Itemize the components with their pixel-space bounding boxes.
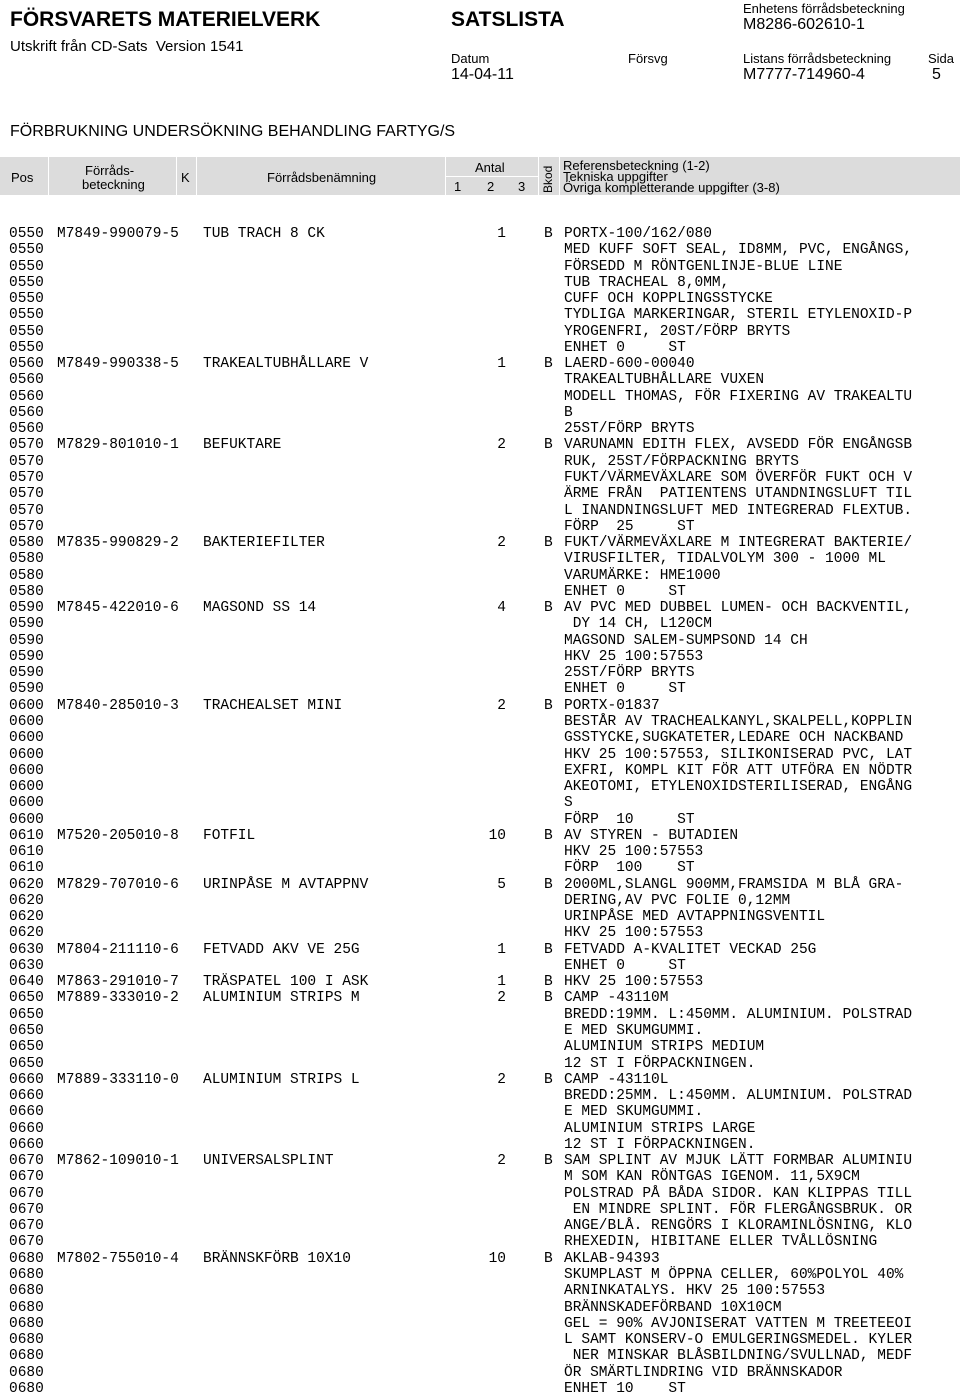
table-row (0, 1234, 960, 1250)
item-reference: PORTX-01837 (564, 697, 660, 714)
item-reference: MAGSOND SALEM-SUMPSOND 14 CH (564, 632, 808, 649)
item-reference: L INANDNINGSLUFT MED INTEGRERAD FLEXTUB. (564, 502, 913, 519)
position-number: 0600 (9, 713, 44, 730)
position-number: 0680 (9, 1348, 44, 1365)
item-designation: M7835-990829-2 (57, 535, 179, 552)
position-number: 0670 (9, 1153, 44, 1170)
item-reference: CAMP -43110L (564, 1071, 669, 1088)
item-reference: VARUNAMN EDITH FLEX, AVSEDD FÖR ENGÅNGSB (564, 437, 913, 454)
table-row (0, 340, 960, 356)
item-bkod: B (544, 356, 553, 373)
item-designation: M7889-333110-0 (57, 1071, 179, 1088)
item-quantity: 2 (497, 1071, 506, 1088)
item-quantity: 1 (497, 941, 506, 958)
date-value: 14-04-11 (451, 66, 514, 83)
position-number: 0600 (9, 746, 44, 763)
table-row (0, 747, 960, 763)
table-row (0, 779, 960, 795)
position-number: 0570 (9, 486, 44, 503)
position-number: 0660 (9, 1136, 44, 1153)
table-row (0, 1283, 960, 1299)
item-reference: POLSTRAD PÅ BÅDA SIDOR. KAN KLIPPAS TILL (564, 1185, 913, 1202)
item-name: FOTFIL (203, 827, 256, 844)
item-reference: DERING,AV PVC FOLIE 0,12MM (564, 892, 791, 909)
item-reference: E MED SKUMGUMMI. (564, 1023, 704, 1040)
table-row (0, 1153, 960, 1169)
table-row (0, 828, 960, 844)
position-number: 0670 (9, 1201, 44, 1218)
item-reference: HKV 25 100:57553 (564, 925, 704, 942)
table-row (0, 324, 960, 340)
item-reference: TUB TRACHEAL 8,0MM, (564, 274, 730, 291)
position-number: 0550 (9, 323, 44, 340)
table-row (0, 730, 960, 746)
item-reference: 2000ML,SLANGL 900MM,FRAMSIDA M BLÅ GRA- (564, 876, 904, 893)
item-reference: ENHET 10 ST (564, 1380, 686, 1397)
table-row (0, 226, 960, 242)
item-quantity: 2 (497, 437, 506, 454)
table-row (0, 291, 960, 307)
item-reference: LAERD-600-00040 (564, 356, 695, 373)
item-bkod: B (544, 697, 553, 714)
position-number: 0590 (9, 665, 44, 682)
table-row (0, 1381, 960, 1397)
table-row (0, 568, 960, 584)
table-row (0, 1121, 960, 1137)
table-row (0, 893, 960, 909)
unit-designation-label: Enhetens förrådsbeteckning (743, 1, 905, 16)
item-name: URINPÅSE M AVTAPPNV (203, 876, 369, 893)
column-pos: Pos (11, 170, 34, 185)
position-number: 0620 (9, 892, 44, 909)
table-row (0, 1137, 960, 1153)
item-designation: M7862-109010-1 (57, 1153, 179, 1170)
item-reference: FUKT/VÄRMEVÄXLARE M INTEGRERAT BAKTERIE/ (564, 535, 913, 552)
item-quantity: 2 (497, 1153, 506, 1170)
position-number: 0680 (9, 1364, 44, 1381)
table-row (0, 584, 960, 600)
item-reference: RHEXEDIN, HIBITANE ELLER TVÅLLÖSNING (564, 1234, 878, 1251)
position-number: 0570 (9, 469, 44, 486)
item-designation: M7849-990079-5 (57, 226, 179, 242)
item-designation: M7829-707010-6 (57, 876, 179, 893)
item-reference: SAM SPLINT AV MJUK LÄTT FORMBAR ALUMINIU (564, 1153, 913, 1170)
table-row (0, 633, 960, 649)
position-number: 0680 (9, 1299, 44, 1316)
item-reference: ARNINKATALYS. HKV 25 100:57553 (564, 1283, 826, 1300)
position-number: 0640 (9, 974, 44, 991)
position-number: 0580 (9, 583, 44, 600)
item-reference: AV PVC MED DUBBEL LUMEN- OCH BACKVENTIL, (564, 600, 913, 617)
item-name: ALUMINIUM STRIPS M (203, 990, 360, 1007)
item-reference: FETVADD A-KVALITET VECKAD 25G (564, 941, 817, 958)
item-reference: AKLAB-94393 (564, 1250, 660, 1267)
table-row (0, 307, 960, 323)
column-quantity: Antal (475, 160, 505, 175)
table-row (0, 242, 960, 258)
table-row (0, 1348, 960, 1364)
page-label: Sida (928, 51, 955, 66)
table-row (0, 437, 960, 453)
item-quantity: 4 (497, 600, 506, 617)
table-row (0, 925, 960, 941)
position-number: 0560 (9, 404, 44, 421)
position-number: 0590 (9, 681, 44, 698)
item-reference: TYDLIGA MARKERINGAR, STERIL ETYLENOXID-P (564, 307, 913, 324)
item-name: ALUMINIUM STRIPS L (203, 1071, 360, 1088)
item-designation: M7889-333010-2 (57, 990, 179, 1007)
position-number: 0660 (9, 1088, 44, 1105)
item-bkod: B (544, 827, 553, 844)
item-designation: M7520-205010-8 (57, 827, 179, 844)
table-row (0, 454, 960, 470)
item-quantity: 2 (497, 990, 506, 1007)
column-reference: Referensbeteckning (1-2) (563, 158, 710, 173)
item-list (0, 226, 960, 1397)
item-name: BEFUKTARE (203, 437, 282, 454)
page-number: 5 (932, 66, 941, 83)
item-reference: MODELL THOMAS, FÖR FIXERING AV TRAKEALTU (564, 388, 913, 405)
item-reference: NER MINSKAR BLÅSBILDNING/SVULLNAD, MEDF (564, 1348, 913, 1365)
item-quantity: 10 (488, 1250, 506, 1267)
table-row (0, 681, 960, 697)
table-row (0, 909, 960, 925)
position-number: 0550 (9, 339, 44, 356)
item-reference: HKV 25 100:57553 (564, 648, 704, 665)
item-name: BRÄNNSKFÖRB 10X10 (203, 1250, 351, 1267)
position-number: 0680 (9, 1332, 44, 1349)
item-reference: FÖRP 100 ST (564, 860, 695, 877)
column-designation-line1: Förråds- (85, 163, 135, 178)
position-number: 0650 (9, 990, 44, 1007)
position-number: 0600 (9, 811, 44, 828)
item-designation: M7849-990338-5 (57, 356, 179, 373)
table-row (0, 795, 960, 811)
table-row (0, 1267, 960, 1283)
item-reference: RUK, 25ST/FÖRPACKNING BRYTS (564, 453, 799, 470)
organization-name: FÖRSVARETS MATERIELVERK (10, 8, 321, 31)
position-number: 0600 (9, 730, 44, 747)
table-row (0, 958, 960, 974)
position-number: 0660 (9, 1120, 44, 1137)
position-number: 0560 (9, 372, 44, 389)
column-quantity-1: 1 (454, 179, 462, 194)
item-name: MAGSOND SS 14 (203, 600, 317, 617)
item-reference: 25ST/FÖRP BRYTS (564, 421, 695, 438)
item-reference: GSSTYCKE,SUGKATETER,LEDARE OCH NACKBAND (564, 730, 904, 747)
item-designation: M7802-755010-4 (57, 1250, 179, 1267)
column-other: Övriga kompletterande uppgifter (3-8) (563, 180, 780, 195)
table-row (0, 942, 960, 958)
item-reference: HKV 25 100:57553 (564, 974, 704, 991)
table-row (0, 698, 960, 714)
table-row (0, 1186, 960, 1202)
item-reference: 25ST/FÖRP BRYTS (564, 665, 695, 682)
position-number: 0650 (9, 1055, 44, 1072)
table-row (0, 1300, 960, 1316)
position-number: 0620 (9, 909, 44, 926)
item-reference: ANGE/BLÅ. RENGÖRS I KLORAMINLÖSNING, KLO (564, 1218, 913, 1235)
unit-designation-value: M8286-602610-1 (743, 16, 865, 33)
table-row (0, 372, 960, 388)
item-bkod: B (544, 1071, 553, 1088)
position-number: 0610 (9, 860, 44, 877)
table-row (0, 519, 960, 535)
position-number: 0590 (9, 648, 44, 665)
position-number: 0680 (9, 1267, 44, 1283)
item-reference: FÖRP 10 ST (564, 811, 695, 828)
item-quantity: 1 (497, 226, 506, 242)
item-reference: L SAMT KONSERV-O EMULGERINGSMEDEL. KYLER (564, 1332, 913, 1349)
item-bkod: B (544, 1250, 553, 1267)
position-number: 0650 (9, 1006, 44, 1023)
position-number: 0570 (9, 437, 44, 454)
item-reference: 12 ST I FÖRPACKNINGEN. (564, 1055, 756, 1072)
position-number: 0550 (9, 242, 44, 259)
date-label: Datum (451, 51, 490, 66)
table-row (0, 1088, 960, 1104)
position-number: 0660 (9, 1104, 44, 1121)
table-row (0, 503, 960, 519)
item-designation: M7804-211110-6 (57, 941, 179, 958)
item-reference: ENHET 0 ST (564, 339, 686, 356)
item-reference: ENHET 0 ST (564, 583, 686, 600)
item-quantity: 2 (497, 697, 506, 714)
list-designation-value: M7777-714960-4 (743, 66, 865, 83)
position-number: 0600 (9, 779, 44, 796)
item-reference: BRÄNNSKADEFÖRBAND 10X10CM (564, 1299, 782, 1316)
table-row (0, 1365, 960, 1381)
table-row (0, 1316, 960, 1332)
column-technical: Tekniska uppgifter (563, 169, 668, 184)
table-row (0, 844, 960, 860)
item-name: TUB TRACH 8 CK (203, 226, 325, 242)
item-reference: B (564, 404, 573, 421)
section-title: FÖRBRUKNING UNDERSÖKNING BEHANDLING FARTYG/S (10, 123, 456, 140)
column-k: K (181, 170, 190, 185)
position-number: 0550 (9, 307, 44, 324)
item-reference: CUFF OCH KOPPLINGSSTYCKE (564, 291, 773, 308)
position-number: 0670 (9, 1218, 44, 1235)
item-reference: 12 ST I FÖRPACKNINGEN. (564, 1136, 756, 1153)
position-number: 0560 (9, 356, 44, 373)
table-row (0, 1332, 960, 1348)
item-bkod: B (544, 974, 553, 991)
list-designation-label: Listans förrådsbeteckning (743, 51, 892, 66)
item-quantity: 1 (497, 974, 506, 991)
position-number: 0620 (9, 925, 44, 942)
item-reference: E MED SKUMGUMMI. (564, 1104, 704, 1121)
table-row (0, 1007, 960, 1023)
item-reference: AKEOTOMI, ETYLENOXIDSTERILISERAD, ENGÅNG (564, 779, 913, 796)
item-reference: S (564, 795, 573, 812)
item-reference: SKUMPLAST M ÖPPNA CELLER, 60%POLYOL 40% (564, 1267, 904, 1283)
item-reference: ALUMINIUM STRIPS LARGE (564, 1120, 756, 1137)
position-number: 0670 (9, 1234, 44, 1251)
table-row (0, 1023, 960, 1039)
item-bkod: B (544, 990, 553, 1007)
column-quantity-3: 3 (518, 179, 526, 194)
item-bkod: B (544, 226, 553, 242)
position-number: 0600 (9, 795, 44, 812)
document-title: SATSLISTA (451, 8, 565, 31)
position-number: 0600 (9, 762, 44, 779)
item-bkod: B (544, 941, 553, 958)
item-reference: FUKT/VÄRMEVÄXLARE SOM ÖVERFÖR FUKT OCH V (564, 469, 913, 486)
print-subtitle: Utskrift från CD-Sats Version 1541 (10, 38, 244, 55)
position-number: 0550 (9, 291, 44, 308)
table-row (0, 665, 960, 681)
item-reference: ALUMINIUM STRIPS MEDIUM (564, 1039, 765, 1056)
item-quantity: 1 (497, 356, 506, 373)
position-number: 0590 (9, 632, 44, 649)
item-reference: ENHET 0 ST (564, 957, 686, 974)
table-row (0, 1218, 960, 1234)
item-name: UNIVERSALSPLINT (203, 1153, 334, 1170)
position-number: 0580 (9, 551, 44, 568)
table-row (0, 1039, 960, 1055)
position-number: 0680 (9, 1283, 44, 1300)
table-row (0, 877, 960, 893)
table-row (0, 974, 960, 990)
forsvg-label: Försvg (628, 51, 668, 66)
column-name: Förrådsbenämning (267, 170, 377, 185)
item-bkod: B (544, 1153, 553, 1170)
item-reference: VIRUSFILTER, TIDALVOLYM 300 - 1000 ML (564, 551, 886, 568)
table-row (0, 600, 960, 616)
position-number: 0580 (9, 535, 44, 552)
position-number: 0650 (9, 1039, 44, 1056)
table-row (0, 990, 960, 1006)
table-row (0, 1104, 960, 1120)
item-bkod: B (544, 600, 553, 617)
position-number: 0620 (9, 876, 44, 893)
table-row (0, 405, 960, 421)
table-row (0, 1072, 960, 1088)
position-number: 0630 (9, 957, 44, 974)
position-number: 0610 (9, 844, 44, 861)
item-reference: GEL = 90% AVJONISERAT VATTEN M TREETEEOI (564, 1315, 913, 1332)
table-row (0, 1056, 960, 1072)
item-reference: BESTÅR AV TRACHEALKANYL,SKALPELL,KOPPLIN (564, 713, 913, 730)
position-number: 0570 (9, 518, 44, 535)
position-number: 0560 (9, 421, 44, 438)
table-row (0, 470, 960, 486)
table-row (0, 649, 960, 665)
item-reference: VARUMÄRKE: HME1000 (564, 567, 721, 584)
item-designation: M7845-422010-6 (57, 600, 179, 617)
item-name: FETVADD AKV VE 25G (203, 941, 360, 958)
item-reference: ÖR SMÄRTLINDRING VID BRÄNNSKADOR (564, 1364, 843, 1381)
position-number: 0680 (9, 1315, 44, 1332)
item-quantity: 5 (497, 876, 506, 893)
table-row (0, 389, 960, 405)
table-row (0, 1251, 960, 1267)
item-reference: DY 14 CH, L120CM (564, 616, 712, 633)
table-row (0, 421, 960, 437)
position-number: 0670 (9, 1169, 44, 1186)
table-row (0, 616, 960, 632)
position-number: 0610 (9, 827, 44, 844)
item-quantity: 2 (497, 535, 506, 552)
position-number: 0570 (9, 502, 44, 519)
table-row (0, 1169, 960, 1185)
position-number: 0590 (9, 600, 44, 617)
item-reference: HKV 25 100:57553 (564, 844, 704, 861)
position-number: 0550 (9, 258, 44, 275)
item-reference: ENHET 0 ST (564, 681, 686, 698)
position-number: 0680 (9, 1380, 44, 1397)
position-number: 0570 (9, 453, 44, 470)
table-row (0, 356, 960, 372)
item-reference: MED KUFF SOFT SEAL, ID8MM, PVC, ENGÅNGS, (564, 242, 913, 259)
item-name: TRACHEALSET MINI (203, 697, 343, 714)
column-designation-line2: beteckning (82, 177, 145, 192)
item-quantity: 10 (488, 827, 506, 844)
item-reference: BREDD:25MM. L:450MM. ALUMINIUM. POLSTRAD (564, 1088, 913, 1105)
item-name: TRÄSPATEL 100 I ASK (203, 974, 369, 991)
position-number: 0560 (9, 388, 44, 405)
item-reference: HKV 25 100:57553, SILIKONISERAD PVC, LAT (564, 746, 913, 763)
table-row (0, 551, 960, 567)
position-number: 0550 (9, 226, 44, 242)
position-number: 0660 (9, 1071, 44, 1088)
table-row (0, 275, 960, 291)
position-number: 0650 (9, 1023, 44, 1040)
table-row (0, 812, 960, 828)
table-row (0, 259, 960, 275)
position-number: 0590 (9, 616, 44, 633)
table-row (0, 860, 960, 876)
position-number: 0680 (9, 1250, 44, 1267)
item-reference: TRAKEALTUBHÅLLARE VUXEN (564, 372, 765, 389)
item-reference: FÖRP 25 ST (564, 518, 695, 535)
position-number: 0550 (9, 274, 44, 291)
column-quantity-2: 2 (487, 179, 495, 194)
item-reference: PORTX-100/162/080 (564, 226, 712, 242)
item-reference: BREDD:19MM. L:450MM. ALUMINIUM. POLSTRAD (564, 1006, 913, 1023)
item-reference: YROGENFRI, 20ST/FÖRP BRYTS (564, 323, 791, 340)
item-designation: M7829-801010-1 (57, 437, 179, 454)
item-reference: AV STYREN - BUTADIEN (564, 827, 739, 844)
item-designation: M7863-291010-7 (57, 974, 179, 991)
item-reference: EXFRI, KOMPL KIT FÖR ATT UTFÖRA EN NÖDTR (564, 762, 913, 779)
position-number: 0580 (9, 567, 44, 584)
table-row (0, 1202, 960, 1218)
item-reference: M SOM KAN RÖNTGAS IGENOM. 11,5X9CM (564, 1169, 860, 1186)
item-bkod: B (544, 535, 553, 552)
position-number: 0670 (9, 1185, 44, 1202)
item-reference: ÄRME FRÅN PATIENTENS UTANDNINGSLUFT TIL (564, 486, 913, 503)
table-row (0, 486, 960, 502)
item-name: TRAKEALTUBHÅLLARE V (203, 356, 369, 373)
item-name: BAKTERIEFILTER (203, 535, 325, 552)
item-reference: URINPÅSE MED AVTAPPNINGSVENTIL (564, 909, 826, 926)
item-bkod: B (544, 437, 553, 454)
table-row (0, 763, 960, 779)
position-number: 0600 (9, 697, 44, 714)
table-row (0, 535, 960, 551)
item-reference: FÖRSEDD M RÖNTGENLINJE-BLUE LINE (564, 258, 843, 275)
column-bkod: Bkod (541, 165, 555, 193)
item-designation: M7840-285010-3 (57, 697, 179, 714)
item-reference: EN MINDRE SPLINT. FÖR FLERGÅNGSBRUK. OR (564, 1201, 913, 1218)
item-reference: CAMP -43110M (564, 990, 669, 1007)
position-number: 0630 (9, 941, 44, 958)
item-bkod: B (544, 876, 553, 893)
table-row (0, 714, 960, 730)
